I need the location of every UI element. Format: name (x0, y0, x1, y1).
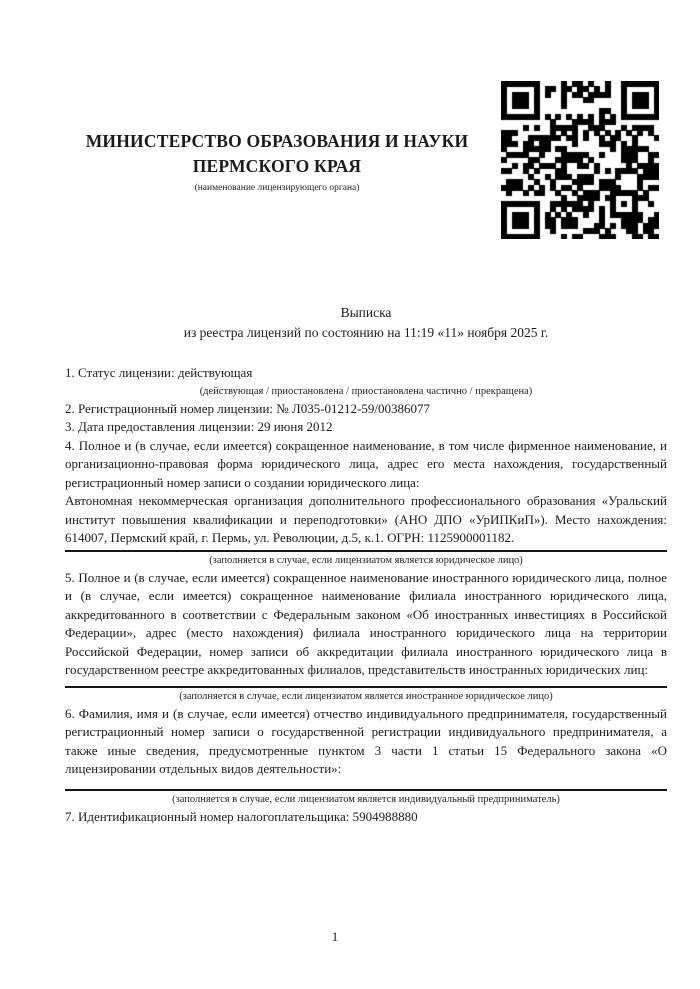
document-title (65, 303, 667, 343)
ministry-name-line1: МИНИСТЕРСТВО ОБРАЗОВАНИЯ И НАУКИ (85, 131, 469, 151)
field-legal-entity-caption: (заполняется в случае, если лицензиатом является юридическое лицо) (209, 554, 523, 566)
document-title-line1: Выписка (340, 305, 392, 320)
document-title-line2: из реестра лицензий по состоянию на 11:19 «11» ноября 2025 г. (183, 325, 549, 340)
field-foreign-entity-question: 5. Полное и (в случае, если имеется) сокращенное наименование иностранного юридического лица, полное и (в случае, если имеется) сокращенное наименование филиала иностранного юридического лица, аккредитованного в соответствии с Федеральным законом «Об иностранных инвестициях в Российской Федерации», адрес (место нахождения) филиала иностранного юридического лица на территории Российской Федерации, номер записи об аккредитации филиала иностранного юридического лица в государственном реестре аккредитованных филиалов, представительств иностранных юридических лиц: (65, 569, 667, 677)
field-grant-date: 3. Дата предоставления лицензии: 29 июня 2012 (65, 419, 333, 434)
field-legal-entity-question: 4. Полное и (в случае, если имеется) сокращенное наименование, в том числе фирменное наименование, и организационно-правовая форма юридического лица, адрес его места нахождения, государственный регистрационный номер записи о создании юридического лица: (65, 437, 667, 490)
field-foreign-entity-caption: (заполняется в случае, если лицензиатом является иностранное юридическое лицо) (179, 690, 553, 702)
field-entrepreneur-question: 6. Фамилия, имя и (в случае, если имеется) отчество индивидуального предпринимателя, государственный регистрационный номер записи о государственной регистрации индивидуального предпринимателя, а также иные сведения, предусмотренные пунктом 3 части 1 статьи 15 Федерального закона «О лицензировании отдельных видов деятельности»: (65, 705, 667, 776)
field-entrepreneur-caption: (заполняется в случае, если лицензиатом является индивидуальный предприниматель) (172, 793, 560, 805)
document-body (65, 364, 667, 826)
qr-code-icon (501, 81, 659, 239)
licensing-authority-header (65, 129, 489, 195)
ministry-name-line2: ПЕРМСКОГО КРАЯ (192, 156, 362, 176)
ministry-name (65, 129, 489, 179)
field-taxpayer-number: 7. Идентификационный номер налогоплательщика: 5904988880 (65, 808, 418, 824)
field-legal-entity-answer: Автономная некоммерческая организация дополнительного профессионального образования «Уральский институт повышения квалификации и переподготовки» (АНО ДПО «УрИПКиП»). Место нахождения: 614007, Пермский край, г. Пермь, ул. Революции, д.5, к.1. ОГРН: 1125900001182. (65, 493, 667, 545)
field-license-status: 1. Статус лицензии: действующая (65, 365, 253, 380)
ministry-name-caption: (наименование лицензирующего органа) (194, 183, 360, 193)
field-license-status-caption: (действующая / приостановлена / приостановлена частично / прекращена) (199, 385, 533, 397)
field-registration-number: 2. Регистрационный номер лицензии: № Л035-01212-59/00386077 (65, 400, 431, 416)
page-number: 1 (331, 929, 339, 944)
